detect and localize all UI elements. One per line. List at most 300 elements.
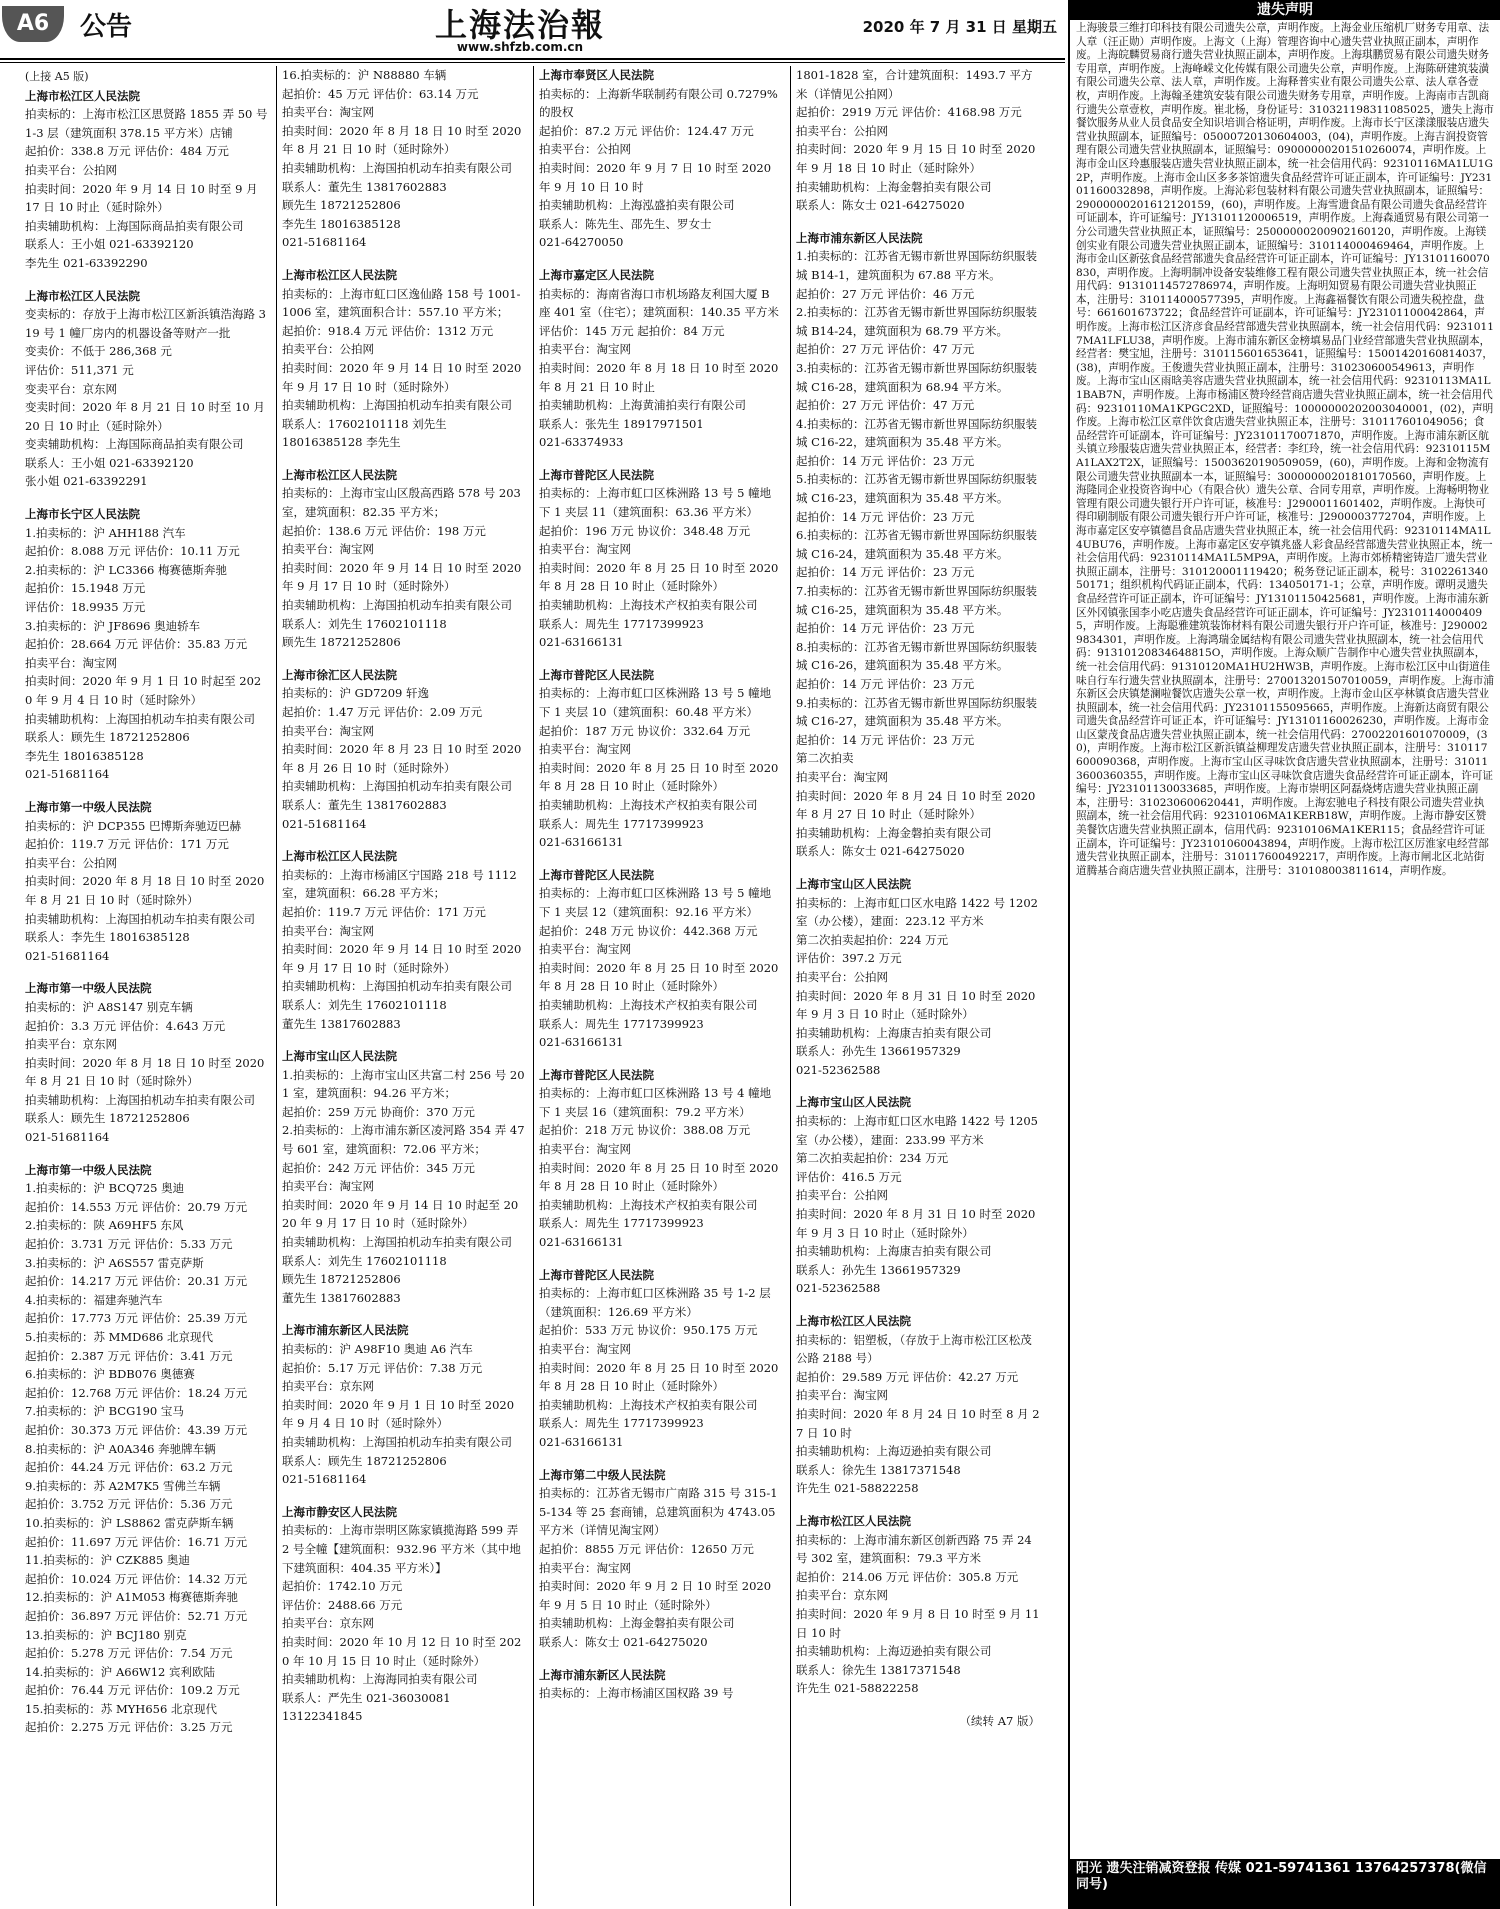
notice-line: 变卖标的：存放于上海市松江区新浜镇浩海路 319 号 1 幢厂房内的机器设备等财产一批 [25, 307, 266, 340]
court-name: 上海市普陀区人民法院 [539, 667, 654, 682]
notice-line: 联系人：周先生 17717399923 [539, 616, 704, 631]
notice-line: 拍卖时间：2020 年 9 月 8 日 10 时至 9 月 11 日 10 时 [796, 1606, 1040, 1640]
notice-line: 拍卖时间：2020 年 9 月 2 日 10 时至 2020 年 9 月 5 日 10 时止（延时除外） [539, 1579, 772, 1612]
notice-line: 联系人：董先生 13817602883 [282, 797, 447, 812]
notice-line: 16.拍卖标的：沪 N88880 车辆 [282, 68, 447, 82]
notice-line: 起拍价：196 万元 协议价：348.48 万元 [539, 523, 751, 538]
notice-line: 拍卖辅助机构：上海海同拍卖有限公司 [282, 1672, 478, 1687]
auction-notice [796, 1512, 1040, 1698]
notice-line: 张小姐 021-63392291 [25, 474, 148, 489]
notice-line: 联系人：董先生 13817602883 [282, 179, 447, 194]
notice-line: 021-52362588 [796, 1062, 881, 1077]
notice-line: 021-63374933 [539, 435, 624, 450]
auction-notice [539, 1266, 782, 1452]
auction-notice [539, 1666, 782, 1703]
notice-line: 变卖辅助机构：上海国际商品拍卖有限公司 [25, 437, 244, 452]
notice-line: 起拍价：248 万元 协议价：442.368 万元 [539, 923, 758, 938]
notice-line: 拍卖辅助机构：上海国拍机动车拍卖有限公司 [282, 1434, 512, 1449]
court-name: 上海市第一中级人民法院 [25, 1162, 152, 1177]
notice-line: 1.拍卖标的：沪 AHH188 汽车 [25, 525, 186, 540]
notice-line: 许先生 021-58822258 [796, 1681, 919, 1696]
notice-line: 拍卖辅助机构：上海国拍机动车拍卖有限公司 [25, 911, 255, 926]
court-name: 上海市宝山区人民法院 [796, 876, 911, 891]
notice-line: 拍卖平台：公拍网 [25, 162, 117, 177]
notice-line: 起拍价：14 万元 评估价：23 万元 [796, 677, 975, 691]
notice-line: 拍卖辅助机构：上海技术产权拍卖有限公司 [539, 1197, 758, 1212]
notice-line: 拍卖时间：2020 年 10 月 12 日 10 时至 2020 年 10 月 15 日 10 时止（延时除外） [282, 1634, 522, 1668]
auction-notice [796, 1093, 1040, 1298]
notice-line: 拍卖时间：2020 年 8 月 23 日 10 时至 2020 年 8 月 26 日 10 时（延时除外） [282, 742, 522, 775]
court-name: 上海市普陀区人民法院 [539, 867, 654, 882]
notice-line: 起拍价：218 万元 协议价：388.08 万元 [539, 1123, 751, 1138]
continued-from-note: (上接 A5 版) [25, 70, 89, 83]
notice-line: 起拍价：2.275 万元 评估价：3.25 万元 [25, 1720, 233, 1735]
notice-line: 5.拍卖标的：苏 MMD686 北京现代 [25, 1330, 214, 1344]
notice-line: 起拍价：1.47 万元 评估价：2.09 万元 [282, 705, 483, 719]
notice-line: 起拍价：5.17 万元 评估价：7.38 万元 [282, 1360, 483, 1375]
auction-notice [796, 229, 1040, 861]
notice-line: 2.拍卖标的：沪 LC3366 梅赛德斯奔驰 [25, 562, 227, 577]
notice-line: 起拍价：259 万元 协商价：370 万元 [282, 1104, 475, 1119]
notice-line: 拍卖平台：淘宝网 [539, 1342, 631, 1356]
notice-line: 拍卖标的：江苏省无锡市广南路 315 号 315-15-134 等 25 套商铺，总建筑面积为 4743.05 平方米（详情见淘宝网） [539, 1486, 778, 1538]
notice-line: 起拍价：119.7 万元 评估价：171 万元 [282, 904, 486, 919]
notice-line: 7.拍卖标的：沪 BCG190 宝马 [25, 1404, 184, 1419]
notice-line: 拍卖平台：公拍网 [796, 969, 888, 984]
notice-line: 联系人：周先生 17717399923 [539, 816, 704, 831]
notice-line: 起拍价：2.387 万元 评估价：3.41 万元 [25, 1348, 233, 1363]
court-name: 上海市浦东新区人民法院 [282, 1323, 409, 1338]
notice-line: 021-51681164 [25, 1130, 110, 1145]
notice-line: 拍卖时间：2020 年 8 月 25 日 10 时至 2020 年 8 月 28 日 10 时止（延时除外） [539, 760, 779, 794]
notice-line: 拍卖时间：2020 年 9 月 14 日 10 时至 2020 年 9 月 17 日 10 时（延时除外） [282, 942, 522, 975]
notice-line: 起拍价：14 万元 评估价：23 万元 [796, 509, 975, 524]
notice-line: 021-63166131 [539, 1434, 624, 1449]
notice-line: 拍卖平台：公拍网 [25, 855, 117, 870]
notice-line: 起拍价：5.278 万元 评估价：7.54 万元 [25, 1646, 233, 1661]
notice-line: 起拍价：119.7 万元 评估价：171 万元 [25, 837, 229, 852]
notice-line: 7.拍卖标的：江苏省无锡市新世界国际纺织服装城 C16-25，建筑面积为 35.48 平方米。 [796, 584, 1037, 617]
notice-line: 拍卖时间：2020 年 8 月 25 日 10 时至 2020 年 8 月 28 日 10 时止（延时除外） [539, 560, 779, 594]
notice-line: 顾先生 18721252806 [282, 198, 401, 213]
notice-line: 021-51681164 [282, 1472, 367, 1487]
notice-line: 起拍价：17.773 万元 评估价：25.39 万元 [25, 1311, 248, 1326]
notice-line: 拍卖时间：2020 年 8 月 31 日 10 时至 2020 年 9 月 3 日 10 时止（延时除外） [796, 1207, 1036, 1240]
auction-notice [282, 666, 525, 833]
auction-notice [25, 287, 268, 492]
notice-line: 评估价：145 万元 起拍价：84 万元 [539, 323, 725, 338]
notice-line: 起拍价：14 万元 评估价：23 万元 [796, 732, 975, 747]
notice-line: 联系人：刘先生 17602101118 [282, 1253, 447, 1268]
notice-line: 起拍价：14.217 万元 评估价：20.31 万元 [25, 1274, 248, 1289]
notice-line: 联系人：严先生 021-36030081 [282, 1690, 451, 1705]
notice-line: 起拍价：87.2 万元 评估价：124.47 万元 [539, 123, 754, 138]
notice-line: 拍卖时间：2020 年 8 月 18 日 10 时至 2020 年 8 月 21 日 10 时（延时除外） [25, 874, 265, 907]
notice-line: 拍卖时间：2020 年 8 月 18 日 10 时至 2020 年 8 月 21 日 10 时（延时除外） [25, 1055, 265, 1089]
auction-notice [25, 798, 268, 965]
notice-line: 变卖价：不低于 286,368 元 [25, 344, 172, 359]
notice-line: 1801-1828 室，合计建筑面积：1493.7 平方米（详情见公拍网） [796, 68, 1033, 101]
notice-line: 拍卖时间：2020 年 8 月 25 日 10 时至 2020 年 8 月 28 日 10 时止（延时除外） [539, 1360, 779, 1394]
notice-line: 拍卖辅助机构：上海金磐拍卖有限公司 [796, 179, 992, 194]
notice-line: 联系人：徐先生 13817371548 [796, 1662, 961, 1677]
notice-line: 拍卖平台：淘宝网 [25, 655, 117, 670]
notice-line: 拍卖时间：2020 年 9 月 15 日 10 时至 2020 年 9 月 18 日 10 时止（延时除外） [796, 142, 1036, 175]
notice-line: 起拍价：44.24 万元 评估价：63.2 万元 [25, 1460, 233, 1475]
auction-notice [796, 875, 1040, 1080]
notice-line: 拍卖平台：淘宝网 [539, 742, 631, 757]
auction-notice [282, 466, 525, 652]
court-name: 上海市宝山区人民法院 [282, 1049, 397, 1064]
notice-line: 拍卖时间：2020 年 8 月 25 日 10 时至 2020 年 8 月 28 日 10 时止（延时除外） [539, 960, 779, 994]
lost-notice-sidebar [1068, 0, 1500, 1909]
notice-line: 评估价：18.9935 万元 [25, 600, 146, 615]
notice-line: 联系人：陈女士 021-64275020 [796, 844, 965, 859]
notice-line: 021-51681164 [25, 767, 110, 782]
notice-line: 11.拍卖标的：沪 CZK885 奥迪 [25, 1553, 190, 1568]
auction-notice [282, 1047, 525, 1307]
notice-line: 021-51681164 [25, 948, 110, 963]
notice-line: 6.拍卖标的：沪 BDB076 奥德赛 [25, 1367, 195, 1382]
notice-line: 第二次拍卖 [796, 751, 854, 766]
notice-line: 拍卖辅助机构：上海国际商品拍卖有限公司 [25, 218, 244, 233]
notice-line: 拍卖时间：2020 年 9 月 14 日 10 时至 2020 年 9 月 17 日 10 时（延时除外） [282, 560, 522, 594]
notice-line: 拍卖辅助机构：上海技术产权拍卖有限公司 [539, 1397, 758, 1412]
notice-line: 拍卖平台：淘宝网 [539, 542, 631, 557]
auction-notice [539, 1066, 782, 1252]
notice-line: 起拍价：3.752 万元 评估价：5.36 万元 [25, 1497, 233, 1512]
notice-line: 起拍价：214.06 万元 评估价：305.8 万元 [796, 1569, 1019, 1584]
notice-line: 3.拍卖标的：江苏省无锡市新世界国际纺织服装城 C16-28，建筑面积为 68.94 平方米。 [796, 360, 1037, 394]
notice-line: 联系人：张先生 18917971501 [539, 416, 704, 431]
column-4 [791, 66, 1048, 1906]
notice-line: 拍卖辅助机构：上海国拍机动车拍卖有限公司 [282, 398, 512, 413]
court-name: 上海市普陀区人民法院 [539, 1267, 654, 1282]
notice-line: 2.拍卖标的：江苏省无锡市新世界国际纺织服装城 B14-24，建筑面积为 68.79 平方米。 [796, 305, 1037, 338]
notice-line: 021-63166131 [539, 1235, 624, 1250]
court-name: 上海市静安区人民法院 [282, 1504, 397, 1519]
notice-line: 拍卖辅助机构：上海康吉拍卖有限公司 [796, 1025, 992, 1040]
notice-line: 拍卖标的：上海市虹口区株洲路 13 号 5 幢地下 1 夹层 12（建筑面积：92.16 平方米） [539, 886, 772, 919]
notice-line: 起拍价：8855 万元 评估价：12650 万元 [539, 1541, 754, 1556]
continued-to-note: （续转 A7 版） [959, 1713, 1040, 1728]
notice-line: 拍卖标的：上海市崇明区陈家镇揽海路 599 弄 2 号全幢【建筑面积：932.96 平方米（其中地下建筑面积：404.35 平方米）】 [282, 1523, 521, 1575]
court-name: 上海市松江区人民法院 [796, 1314, 911, 1328]
notice-line: 拍卖标的：沪 A98F10 奥迪 A6 汽车 [282, 1342, 473, 1356]
notice-line: 顾先生 18721252806 [282, 635, 401, 650]
notice-line: 起拍价：918.4 万元 评估价：1312 万元 [282, 323, 494, 338]
notice-line: 起拍价：187 万元 协议价：332.64 万元 [539, 723, 751, 738]
notice-line: 拍卖辅助机构：上海国拍机动车拍卖有限公司 [282, 779, 512, 794]
court-name: 上海市奉贤区人民法院 [539, 68, 654, 82]
notice-line: 起拍价：29.589 万元 评估价：42.27 万元 [796, 1369, 1019, 1384]
notice-line: 拍卖标的：上海市虹口区逸仙路 158 号 1001-1006 室，建筑面积合计：557.10 平方米； [282, 286, 521, 320]
court-name: 上海市嘉定区人民法院 [539, 267, 654, 282]
notice-line: 起拍价：28.664 万元 评估价：35.83 万元 [25, 637, 248, 652]
notice-line: 拍卖时间：2020 年 9 月 14 日 10 时至 9 月 17 日 10 时止（延时除外） [25, 181, 258, 215]
notice-line: 起拍价：15.1948 万元 [25, 581, 146, 596]
notice-line: 起拍价：14 万元 评估价：23 万元 [796, 621, 975, 636]
notice-line: 联系人：陈女士 021-64275020 [539, 1634, 708, 1649]
auction-notice [796, 1312, 1040, 1498]
column-2 [277, 66, 534, 1906]
notice-line: 联系人：周先生 17717399923 [539, 1416, 704, 1431]
notice-line: 021-63166131 [539, 835, 624, 850]
court-name: 上海市松江区人民法院 [25, 288, 140, 303]
notice-line: 拍卖平台：淘宝网 [539, 942, 631, 957]
notice-line: 拍卖标的：上海市虹口区水电路 1422 号 1205 室（办公楼），建面：233.99 平方米 [796, 1114, 1038, 1147]
auction-notice [282, 1321, 525, 1488]
notice-line: 拍卖平台：淘宝网 [282, 105, 374, 120]
notice-line: 拍卖时间：2020 年 9 月 14 日 10 时至 2020 年 9 月 17 日 10 时（延时除外） [282, 360, 522, 394]
column-1 [20, 66, 277, 1906]
header-rule-thin [0, 62, 1065, 63]
notice-line: 拍卖标的：上海市宝山区殷高西路 578 号 203 室，建筑面积：82.35 平方米； [282, 486, 521, 520]
notice-line: 联系人：孙先生 13661957329 [796, 1262, 961, 1277]
auction-notice [282, 847, 525, 1033]
notice-line: 13122341845 [282, 1709, 363, 1724]
notice-line: 李先生 021-63392290 [25, 255, 148, 270]
court-name: 上海市第一中级人民法院 [25, 981, 152, 996]
notice-line: 起拍价：1742.10 万元 [282, 1579, 403, 1594]
court-name: 上海市松江区人民法院 [796, 1513, 911, 1528]
notice-line: 评估价：511,371 元 [25, 362, 134, 377]
auction-notice [25, 87, 268, 273]
notice-line: 拍卖辅助机构：上海迈逊拍卖有限公司 [796, 1444, 992, 1459]
notice-line: 起拍价：242 万元 评估价：345 万元 [282, 1160, 475, 1175]
notice-line: 董先生 13817602883 [282, 1016, 401, 1031]
notice-line: 拍卖平台：淘宝网 [539, 1560, 631, 1575]
notice-line: 拍卖时间：2020 年 9 月 7 日 10 时至 2020 年 9 月 10 日 10 时 [539, 160, 772, 194]
notice-line: 起拍价：14 万元 评估价：23 万元 [796, 453, 975, 468]
auction-notice [25, 1161, 268, 1737]
section-title: 公告 [80, 12, 133, 42]
court-name: 上海市普陀区人民法院 [539, 1067, 654, 1082]
notice-line: 起拍价：2919 万元 评估价：4168.98 万元 [796, 105, 1022, 120]
notice-line: 拍卖平台：公拍网 [539, 142, 631, 157]
notice-line: 起拍价：11.697 万元 评估价：16.71 万元 [25, 1534, 248, 1549]
notice-line: 顾先生 18721252806 [282, 1272, 401, 1287]
notice-line: 拍卖平台：京东网 [25, 1037, 117, 1052]
notice-line: 拍卖平台：淘宝网 [282, 923, 374, 938]
notice-line: 拍卖标的：上海市浦东新区创新西路 75 弄 24 号 302 室，建筑面积：79.3 平方米 [796, 1532, 1032, 1566]
notice-line: 拍卖辅助机构：上海泓盛拍卖有限公司 [539, 198, 735, 213]
notice-line: 拍卖辅助机构：上海国拍机动车拍卖有限公司 [282, 1235, 512, 1250]
sidebar-ad-contact: 阳光 遗失注销减资登报 传媒 021-59741361 13764257378(微信同号) [1070, 1859, 1500, 1909]
notice-line: 拍卖时间：2020 年 8 月 24 日 10 时至 2020 年 8 月 27 日 10 时止（延时除外） [796, 788, 1036, 822]
notice-line: 起拍价：533 万元 协议价：950.175 万元 [539, 1323, 758, 1338]
notice-line: 拍卖辅助机构：上海技术产权拍卖有限公司 [539, 997, 758, 1012]
notice-line: 6.拍卖标的：江苏省无锡市新世界国际纺织服装城 C16-24，建筑面积为 35.48 平方米。 [796, 528, 1037, 561]
notice-line: 12.拍卖标的：沪 A1M053 梅赛德斯奔驰 [25, 1590, 238, 1605]
auction-notice [282, 66, 525, 252]
notice-line: 拍卖标的：沪 A8S147 别克车辆 [25, 999, 193, 1014]
notice-line: 起拍价：3.731 万元 评估价：5.33 万元 [25, 1237, 233, 1252]
notice-line: 021-63166131 [539, 635, 624, 650]
notice-line: 变卖时间：2020 年 8 月 21 日 10 时至 10 月 20 日 10 时止（延时除外） [25, 400, 265, 433]
notice-line: 拍卖平台：京东网 [282, 1379, 374, 1394]
notice-line: 起拍价：3.3 万元 评估价：4.643 万元 [25, 1018, 226, 1033]
auction-notice [539, 266, 782, 452]
notice-line: 评估价：397.2 万元 [796, 951, 902, 966]
notice-line: 起拍价：14.553 万元 评估价：20.79 万元 [25, 1199, 248, 1214]
notice-line: 拍卖时间：2020 年 8 月 25 日 10 时至 2020 年 8 月 28 日 10 时止（延时除外） [539, 1160, 779, 1194]
notice-line: 联系人：李先生 18016385128 [25, 930, 190, 945]
notice-line: 021-51681164 [282, 816, 367, 831]
notice-line: 评估价：2488.66 万元 [282, 1597, 403, 1612]
court-name: 上海市松江区人民法院 [25, 88, 140, 103]
notice-line: 3.拍卖标的：沪 JF8696 奥迪轿车 [25, 618, 201, 633]
court-name: 上海市松江区人民法院 [282, 849, 397, 864]
auction-notice [539, 666, 782, 852]
notice-line: 拍卖标的：海南省海口市机场路友利国大厦 B 座 401 室（住宅）；建筑面积：140.35 平方米 [539, 286, 779, 320]
notice-line: 15.拍卖标的：苏 MYH656 北京现代 [25, 1701, 217, 1716]
auction-notice [25, 979, 268, 1146]
court-name: 上海市松江区人民法院 [282, 267, 397, 282]
notice-line: 联系人：刘先生 17602101118 [282, 616, 447, 631]
newspaper-website[interactable]: www.shfzb.com.cn [456, 40, 584, 54]
notice-line: 起拍价：8.088 万元 评估价：10.11 万元 [25, 544, 240, 559]
notice-line: 拍卖辅助机构：上海国拍机动车拍卖有限公司 [282, 598, 512, 613]
auction-notice [539, 66, 782, 252]
notice-line: 8.拍卖标的：沪 A0A346 奔驰牌车辆 [25, 1441, 216, 1456]
column-3 [534, 66, 791, 1906]
sidebar-title: 遗失声明 [1070, 0, 1500, 20]
court-name: 上海市第一中级人民法院 [25, 799, 152, 814]
notice-line: 拍卖平台：淘宝网 [539, 1142, 631, 1157]
notice-line: 拍卖平台：淘宝网 [282, 1179, 374, 1194]
notice-line: 起拍价：14 万元 评估价：23 万元 [796, 565, 975, 580]
notice-columns [20, 66, 1050, 1906]
notice-line: 拍卖辅助机构：上海金磐拍卖有限公司 [539, 1616, 735, 1631]
notice-line: 起拍价：12.768 万元 评估价：18.24 万元 [25, 1385, 248, 1400]
notice-line: 拍卖辅助机构：上海国拍机动车拍卖有限公司 [282, 979, 512, 994]
newspaper-masthead: 上海法治報 [434, 6, 605, 44]
court-name: 上海市松江区人民法院 [282, 467, 397, 482]
notice-line: 李先生 18016385128 [25, 748, 144, 763]
notice-line: 联系人：顾先生 18721252806 [282, 1453, 447, 1468]
notice-line: 1.拍卖标的：沪 BCQ725 奥迪 [25, 1181, 185, 1196]
notice-line: 拍卖辅助机构：上海迈逊拍卖有限公司 [796, 1644, 992, 1659]
notice-line: 拍卖标的：上海市虹口区株洲路 35 号 1-2 层（建筑面积：126.69 平方米） [539, 1286, 771, 1319]
notice-line: 1.拍卖标的：江苏省无锡市新世界国际纺织服装城 B14-1，建筑面积为 67.88 平方米。 [796, 249, 1037, 282]
notice-line: 联系人：顾先生 18721252806 [25, 1111, 190, 1126]
notice-line: 4.拍卖标的：江苏省无锡市新世界国际纺织服装城 C16-22，建筑面积为 35.48 平方米。 [796, 416, 1037, 450]
notice-line: 拍卖平台：淘宝网 [796, 769, 888, 784]
notice-line: 14.拍卖标的：沪 A66W12 宾利欧陆 [25, 1664, 215, 1679]
notice-line: 拍卖标的：铝塑板，（存放于上海市松江区松茂公路 2188 号） [796, 1332, 1032, 1366]
notice-line: 拍卖时间：2020 年 9 月 14 日 10 时起至 2020 年 9 月 17 日 10 时（延时除外） [282, 1197, 519, 1231]
notice-line: 第二次拍卖起拍价：224 万元 [796, 932, 949, 947]
notice-line: 联系人：刘先生 17602101118 [282, 997, 447, 1012]
notice-line: 拍卖时间：2020 年 8 月 18 日 10 时至 2020 年 8 月 21 日 10 时（延时除外） [282, 123, 522, 157]
notice-line: 联系人：孙先生 13661957329 [796, 1044, 961, 1059]
notice-line: 拍卖辅助机构：上海技术产权拍卖有限公司 [539, 598, 758, 613]
notice-line: 联系人：顾先生 18721252806 [25, 730, 190, 745]
notice-line: 起拍价：27 万元 评估价：47 万元 [796, 398, 975, 413]
notice-line: 拍卖标的：上海市杨浦区国权路 39 号 [539, 1686, 734, 1701]
notice-line: 拍卖辅助机构：上海国拍机动车拍卖有限公司 [282, 160, 512, 175]
notice-line: 拍卖平台：京东网 [796, 1588, 888, 1603]
notice-line: 起拍价：138.6 万元 评估价：198 万元 [282, 523, 486, 538]
page-header [0, 0, 1065, 62]
notice-line: 拍卖标的：上海市虹口区水电路 1422 号 1202 室（办公楼），建面：223.12 平方米 [796, 895, 1038, 929]
notice-line: 联系人：周先生 17717399923 [539, 1216, 704, 1231]
notice-line: 许先生 021-58822258 [796, 1481, 919, 1496]
auction-notice [282, 266, 525, 452]
notice-line: 2.拍卖标的：陕 A69HF5 东风 [25, 1218, 184, 1233]
notice-line: 10.拍卖标的：沪 LS8862 雷克萨斯车辆 [25, 1515, 234, 1530]
notice-line: 021-64270050 [539, 235, 624, 250]
notice-line: 18016385128 李先生 [282, 435, 401, 450]
notice-line: 评估价：416.5 万元 [796, 1169, 902, 1184]
notice-line: 拍卖平台：公拍网 [282, 342, 374, 357]
auction-notice [539, 1466, 782, 1652]
notice-line: 第二次拍卖起拍价：234 万元 [796, 1151, 949, 1166]
court-name: 上海市第二中级人民法院 [539, 1467, 666, 1482]
notice-line: 拍卖标的：沪 GD7209 轩逸 [282, 686, 429, 701]
notice-line: 拍卖平台：公拍网 [796, 1188, 888, 1203]
notice-line: 2.拍卖标的：上海市浦东新区凌河路 354 弄 47 号 601 室，建筑面积：72.06 平方米； [282, 1123, 525, 1157]
notice-line: 拍卖标的：上海新华联制药有限公司 0.7279% 的股权 [539, 86, 778, 120]
notice-line: 拍卖辅助机构：上海康吉拍卖有限公司 [796, 1244, 992, 1259]
notice-line: 拍卖标的：上海市虹口区株洲路 13 号 5 幢地下 1 夹层 11（建筑面积：63.36 平方米） [539, 486, 772, 520]
notice-line: 3.拍卖标的：沪 A6S557 雷克萨斯 [25, 1255, 204, 1270]
notice-line: 4.拍卖标的：福建奔驰汽车 [25, 1292, 163, 1307]
notice-line: 联系人：陈先生、邵先生、罗女士 [539, 216, 712, 231]
notice-line: 联系人：周先生 17717399923 [539, 1016, 704, 1031]
notice-line: 拍卖辅助机构：上海黄浦拍卖行有限公司 [539, 398, 746, 413]
notice-line: 021-51681164 [282, 235, 367, 250]
notice-line: 联系人：徐先生 13817371548 [796, 1462, 961, 1477]
notice-line: 变卖平台：京东网 [25, 381, 117, 396]
notice-line: 13.拍卖标的：沪 BCJ180 别克 [25, 1627, 187, 1642]
auction-notice [282, 1503, 525, 1726]
notice-line: 拍卖时间：2020 年 8 月 24 日 10 时至 8 月 27 日 10 时 [796, 1406, 1040, 1440]
notice-line: 拍卖平台：京东网 [282, 1616, 374, 1631]
notice-line: 拍卖辅助机构：上海国拍机动车拍卖有限公司 [25, 711, 255, 726]
auction-notice [25, 505, 268, 784]
notice-line: 拍卖标的：沪 DCP355 巴博斯奔驰迈巴赫 [25, 818, 242, 833]
auction-notice [796, 66, 1040, 215]
notice-line: 拍卖时间：2020 年 8 月 31 日 10 时至 2020 年 9 月 3 日 10 时止（延时除外） [796, 988, 1036, 1022]
notice-line: 8.拍卖标的：江苏省无锡市新世界国际纺织服装城 C16-26，建筑面积为 35.48 平方米。 [796, 639, 1037, 673]
notice-line: 联系人：王小姐 021-63392120 [25, 237, 194, 252]
notice-line: 拍卖时间：2020 年 9 月 1 日 10 时至 2020 年 9 月 4 日 10 时（延时除外） [282, 1397, 515, 1431]
notice-line: 拍卖辅助机构：上海金磐拍卖有限公司 [796, 825, 992, 840]
notice-line: 联系人：陈女士 021-64275020 [796, 198, 965, 213]
notice-line: 起拍价：27 万元 评估价：47 万元 [796, 342, 975, 357]
notice-line: 拍卖辅助机构：上海国拍机动车拍卖有限公司 [25, 1092, 255, 1107]
court-name: 上海市宝山区人民法院 [796, 1095, 911, 1110]
auction-notice [539, 466, 782, 652]
notice-line: 起拍价：10.024 万元 评估价：14.32 万元 [25, 1571, 248, 1586]
header-rule [0, 58, 1065, 60]
notice-line: 起拍价：45 万元 评估价：63.14 万元 [282, 86, 479, 101]
notice-line: 拍卖时间：2020 年 9 月 1 日 10 时起至 2020 年 9 月 4 日 10 时（延时除外） [25, 674, 262, 707]
notice-line: 021-63166131 [539, 1035, 624, 1050]
notice-line: 起拍价：338.8 万元 评估价：484 万元 [25, 144, 229, 159]
notice-line: 拍卖平台：淘宝网 [796, 1388, 888, 1403]
notice-line: 拍卖平台：淘宝网 [282, 723, 374, 738]
notice-line: 拍卖标的：上海市虹口区株洲路 13 号 5 幢地下 1 夹层 10（建筑面积：60.48 平方米） [539, 686, 772, 719]
notice-line: 拍卖时间：2020 年 8 月 18 日 10 时至 2020 年 8 月 21 日 10 时止 [539, 360, 779, 394]
page-label: A6 [2, 6, 64, 42]
notice-line: 拍卖标的：上海市松江区思贤路 1855 弄 50 号 1-3 层（建筑面积 378.15 平方米）店铺 [25, 107, 268, 140]
notice-line: 拍卖平台：淘宝网 [539, 342, 631, 357]
auction-notice [539, 866, 782, 1052]
notice-line: 联系人：17602101118 刘先生 [282, 416, 447, 431]
